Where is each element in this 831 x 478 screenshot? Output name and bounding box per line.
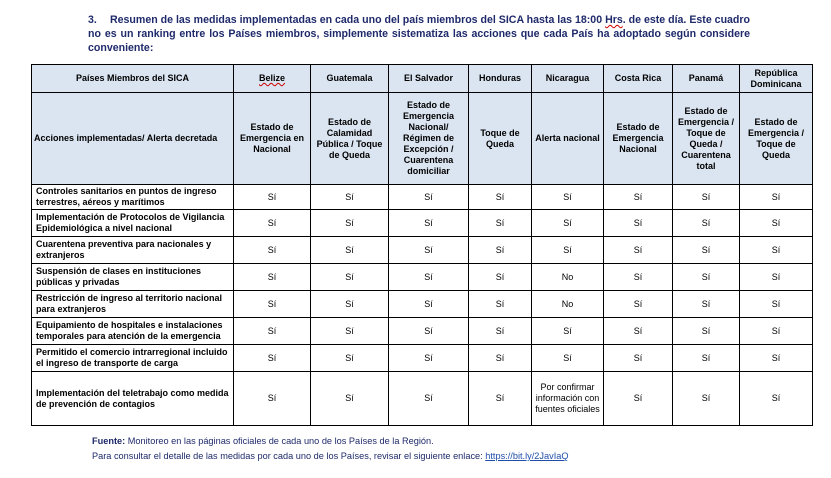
status-cell: Sí [234,210,311,237]
footer-notes [92,434,569,464]
status-cell: Por confirmar información con fuentes oficiales [532,372,604,426]
status-cell: Sí [234,237,311,264]
detail-link[interactable]: https://bit.ly/2JavIaQ [485,451,569,461]
status-cell: Sí [469,345,532,372]
table-row [32,210,813,237]
status-cell: Sí [389,345,469,372]
status-cell: Sí [469,237,532,264]
detail-text: Para consultar el detalle de las medidas por cada uno de los Países, revisar el siguiente enlace: [92,451,486,461]
status-cell: Sí [311,318,389,345]
alert-el-salvador: Estado de Emergencia Nacional/ Régimen de Excepción / Cuarentena domiciliar [389,93,469,185]
status-cell: Sí [673,264,740,291]
status-cell: Sí [234,318,311,345]
status-cell: Sí [532,345,604,372]
status-cell: Sí [469,210,532,237]
action-cell: Restricción de ingreso al territorio nacional para extranjeros [32,291,234,318]
status-cell: Sí [532,185,604,210]
status-cell: Sí [532,237,604,264]
status-cell: Sí [532,210,604,237]
status-cell: Sí [234,185,311,210]
status-cell: Sí [740,318,813,345]
action-cell: Permitido el comercio intrarregional incluido el ingreso de transporte de carga [32,345,234,372]
status-cell: Sí [604,185,673,210]
country-header-belize: Belize [234,65,311,93]
section-number: 3. [88,14,97,26]
table-row [32,291,813,318]
section-heading [88,13,750,55]
status-cell: Sí [604,237,673,264]
table-row [32,345,813,372]
status-cell: Sí [740,264,813,291]
status-cell: No [532,291,604,318]
status-cell: Sí [740,210,813,237]
status-cell: Sí [604,210,673,237]
status-cell: Sí [604,264,673,291]
source-label: Fuente: [92,436,126,446]
table-row [32,264,813,291]
status-cell: Sí [311,372,389,426]
table-row [32,237,813,264]
status-cell: Sí [740,291,813,318]
heading-hrs: Hrs [605,14,623,26]
status-cell: Sí [234,345,311,372]
status-cell: Sí [311,210,389,237]
alert-republica-dominicana: Estado de Emergencia / Toque de Queda [740,93,813,185]
status-cell: Sí [234,264,311,291]
status-cell: Sí [740,237,813,264]
country-header-costa-rica: Costa Rica [604,65,673,93]
status-cell: Sí [532,318,604,345]
status-cell: Sí [740,345,813,372]
status-cell: Sí [389,210,469,237]
source-line [92,434,569,449]
alert-panama: Estado de Emergencia / Toque de Queda / Cuarentena total [673,93,740,185]
status-cell: Sí [469,318,532,345]
action-cell: Equipamiento de hospitales e instalaciones temporales para atención de la emergencia [32,318,234,345]
status-cell: Sí [311,237,389,264]
country-header-guatemala: Guatemala [311,65,389,93]
table-row [32,185,813,210]
status-cell: Sí [673,185,740,210]
status-cell: Sí [469,291,532,318]
action-cell: Controles sanitarios en puntos de ingreso terrestres, aéreos y marítimos [32,185,234,210]
countries-header-label: Países Miembros del SICA [32,65,234,93]
status-cell: No [532,264,604,291]
table-row [32,318,813,345]
actions-header-label: Acciones implementadas/ Alerta decretada [32,93,234,185]
status-cell: Sí [389,185,469,210]
status-cell: Sí [389,264,469,291]
status-cell: Sí [604,318,673,345]
alert-costa-rica: Estado de Emergencia Nacional [604,93,673,185]
status-cell: Sí [740,372,813,426]
status-cell: Sí [311,264,389,291]
alert-header-row [32,93,813,185]
status-cell: Sí [604,372,673,426]
status-cell: Sí [673,291,740,318]
status-cell: Sí [469,372,532,426]
detail-line [92,449,569,464]
alert-guatemala: Estado de Calamidad Pública / Toque de Queda [311,93,389,185]
country-header-row [32,65,813,93]
action-cell: Suspensión de clases en instituciones públicas y privadas [32,264,234,291]
table-row [32,372,813,426]
status-cell: Sí [673,345,740,372]
country-header-panama: Panamá [673,65,740,93]
status-cell: Sí [673,372,740,426]
status-cell: Sí [469,185,532,210]
status-cell: Sí [389,291,469,318]
status-cell: Sí [234,372,311,426]
country-header-republica-dominicana: República Dominicana [740,65,813,93]
status-cell: Sí [311,345,389,372]
heading-text-before: Resumen de las medidas implementadas en cada uno del país miembros del SICA hasta las 18:00 [110,14,606,26]
sica-measures-table [31,64,813,426]
action-cell: Implementación del teletrabajo como medida de prevención de contagios [32,372,234,426]
status-cell: Sí [673,237,740,264]
status-cell: Sí [673,210,740,237]
heading-text-after: . de este día. Este cuadro no es un ranking entre los Países miembros, simplemente sistematiza las acciones que cada País ha adoptado según considere conveniente: [88,14,750,54]
status-cell: Sí [311,291,389,318]
status-cell: Sí [311,185,389,210]
alert-honduras: Toque de Queda [469,93,532,185]
status-cell: Sí [234,291,311,318]
status-cell: Sí [604,345,673,372]
country-header-honduras: Honduras [469,65,532,93]
status-cell: Sí [389,372,469,426]
action-cell: Cuarentena preventiva para nacionales y extranjeros [32,237,234,264]
status-cell: Sí [740,185,813,210]
status-cell: Sí [604,291,673,318]
country-header-nicaragua: Nicaragua [532,65,604,93]
alert-nicaragua: Alerta nacional [532,93,604,185]
status-cell: Sí [469,264,532,291]
action-cell: Implementación de Protocolos de Vigilancia Epidemiológica a nivel nacional [32,210,234,237]
status-cell: Sí [389,318,469,345]
table-body [32,185,813,426]
country-header-el-salvador: El Salvador [389,65,469,93]
source-text: Monitoreo en las páginas oficiales de cada uno de los Países de la Región. [125,436,434,446]
status-cell: Sí [673,318,740,345]
alert-belize: Estado de Emergencia en Nacional [234,93,311,185]
status-cell: Sí [389,237,469,264]
